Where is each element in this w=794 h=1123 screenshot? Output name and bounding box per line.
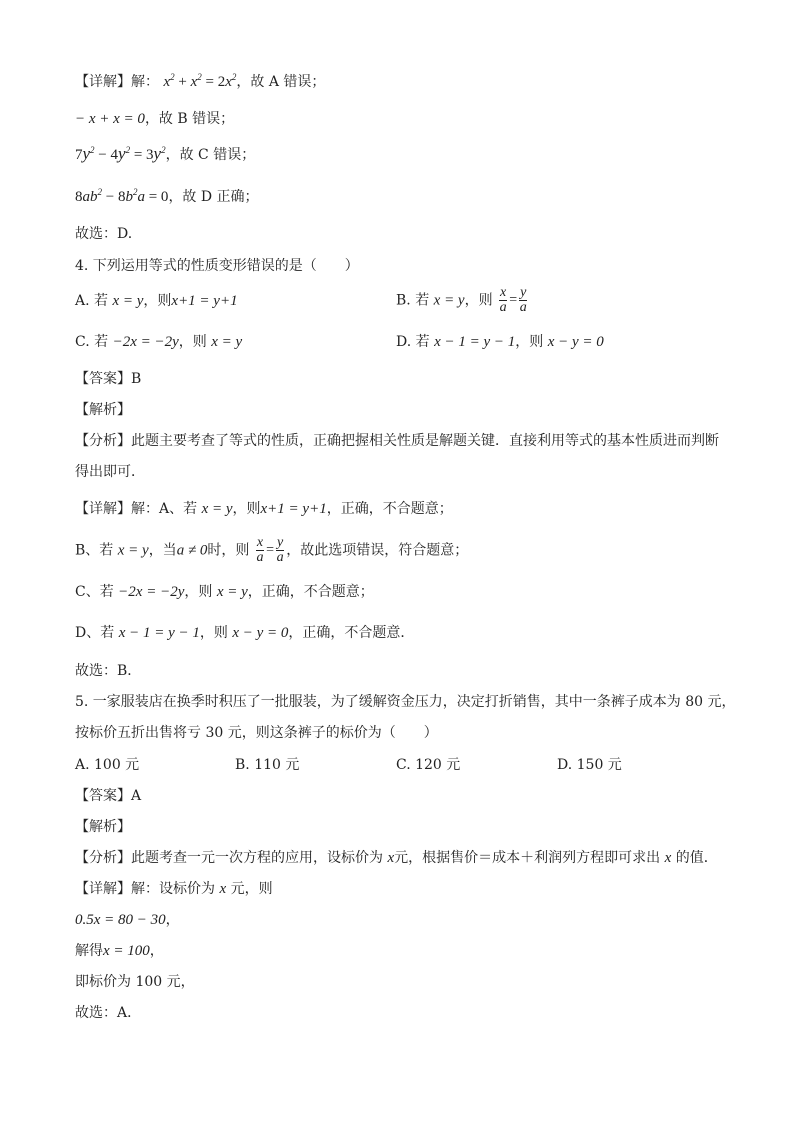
q5-option-a: A. 100 元 <box>75 757 140 773</box>
q4-analysis-line1: 【分析】此题主要考查了等式的性质，正确把握相关性质是解题关键．直接利用等式的基本性质进而判断 <box>75 433 719 449</box>
q4-option-c: C. 若 −2x = −2y，则 x = y <box>75 334 243 350</box>
q4-analysis-title: 【解析】 <box>75 402 131 418</box>
q5-conclusion: 即标价为 100 元， <box>75 974 195 990</box>
q3-detail-line4 <box>75 188 259 206</box>
q5-option-b: B. 110 元 <box>235 757 300 773</box>
q4-option-d: D. 若 x − 1 = y − 1，则 x − y = 0 <box>396 334 604 350</box>
q5-detail: 【详解】解：设标价为 x 元，则 <box>75 881 273 897</box>
math-expr: $8ab^2 - 8b^2a = 0$ <box>75 187 169 205</box>
detail-text: ，故 D 正确； <box>168 189 259 205</box>
q5-equation: 0.5x = 80 − 30， <box>75 912 180 928</box>
q4-answer: 【答案】B <box>75 371 142 387</box>
q5-stem-line1: 5. 一家服装店在换季时积压了一批服装，为了缓解资金压力，决定打折销售，其中一条裤子成本为 80 元， <box>75 694 736 710</box>
q3-choice: 故选：D. <box>75 226 133 242</box>
q3-detail-line2 <box>75 110 234 128</box>
q5-solve: 解得x = 100， <box>75 943 164 959</box>
q4-detail-d: D、若 x − 1 = y − 1，则 x − y = 0，正确，不合题意． <box>75 625 415 641</box>
fraction: $\frac{x}{a}$ <box>256 535 264 565</box>
detail-text: ，故 A 错误； <box>236 74 326 90</box>
detail-text: ，故 B 错误； <box>144 111 235 127</box>
q5-option-c: C. 120 元 <box>396 757 461 773</box>
detail-label: 【详解】 <box>75 74 131 90</box>
q4-analysis-line2: 得出即可． <box>75 464 145 480</box>
q4-detail-a: 【详解】解：A、若 x = y，则x+1 = y+1，正确，不合题意； <box>75 501 453 517</box>
q4-choice: 故选：B． <box>75 663 142 679</box>
fraction: $\frac{y}{a}$ <box>276 535 284 565</box>
q5-analysis-title: 【解析】 <box>75 819 131 835</box>
q5-analysis: 【分析】此题考查一元一次方程的应用，设标价为 x元，根据售价＝成本＋利润列方程即可求出 x 的值． <box>75 850 718 866</box>
q4-detail-b: B、若 x = y，当a ≠ 0时，则 $\frac{x}{a}$ = $\frac{y}{a}$ ，故此选项错误，符合题意； <box>75 535 469 565</box>
q4-option-b: B. 若 x = y，则 $\frac{x}{a}$ = $\frac{y}{a}$ <box>396 285 527 315</box>
q5-choice: 故选：A． <box>75 1005 142 1021</box>
math-expr: $7y^2 - 4y^2 = 3y^2$ <box>75 144 166 163</box>
q5-answer: 【答案】A <box>75 788 142 804</box>
q5-option-d: D. 150 元 <box>557 757 622 773</box>
q4-stem: 4. 下列运用等式的性质变形错误的是（ ） <box>75 258 359 274</box>
detail-text: ，故 C 错误； <box>165 147 256 163</box>
fraction: $\frac{y}{a}$ <box>519 285 527 315</box>
math-expr: − x + x = 0 <box>75 111 145 127</box>
q4-detail-c: C、若 −2x = −2y，则 x = y，正确，不合题意； <box>75 584 374 600</box>
detail-lead: 解： <box>131 74 159 90</box>
q4-option-a: A. 若 x = y，则x+1 = y+1 <box>75 293 238 309</box>
fraction: $\frac{x}{a}$ <box>499 285 507 315</box>
q3-detail-line1 <box>75 73 325 91</box>
q3-detail-line3 <box>75 145 255 164</box>
math-expr: $x^2 + x^2 = 2x^2$ <box>163 72 237 90</box>
q5-stem-line2: 按标价五折出售将亏 30 元，则这条裤子的标价为（ ） <box>75 725 438 741</box>
